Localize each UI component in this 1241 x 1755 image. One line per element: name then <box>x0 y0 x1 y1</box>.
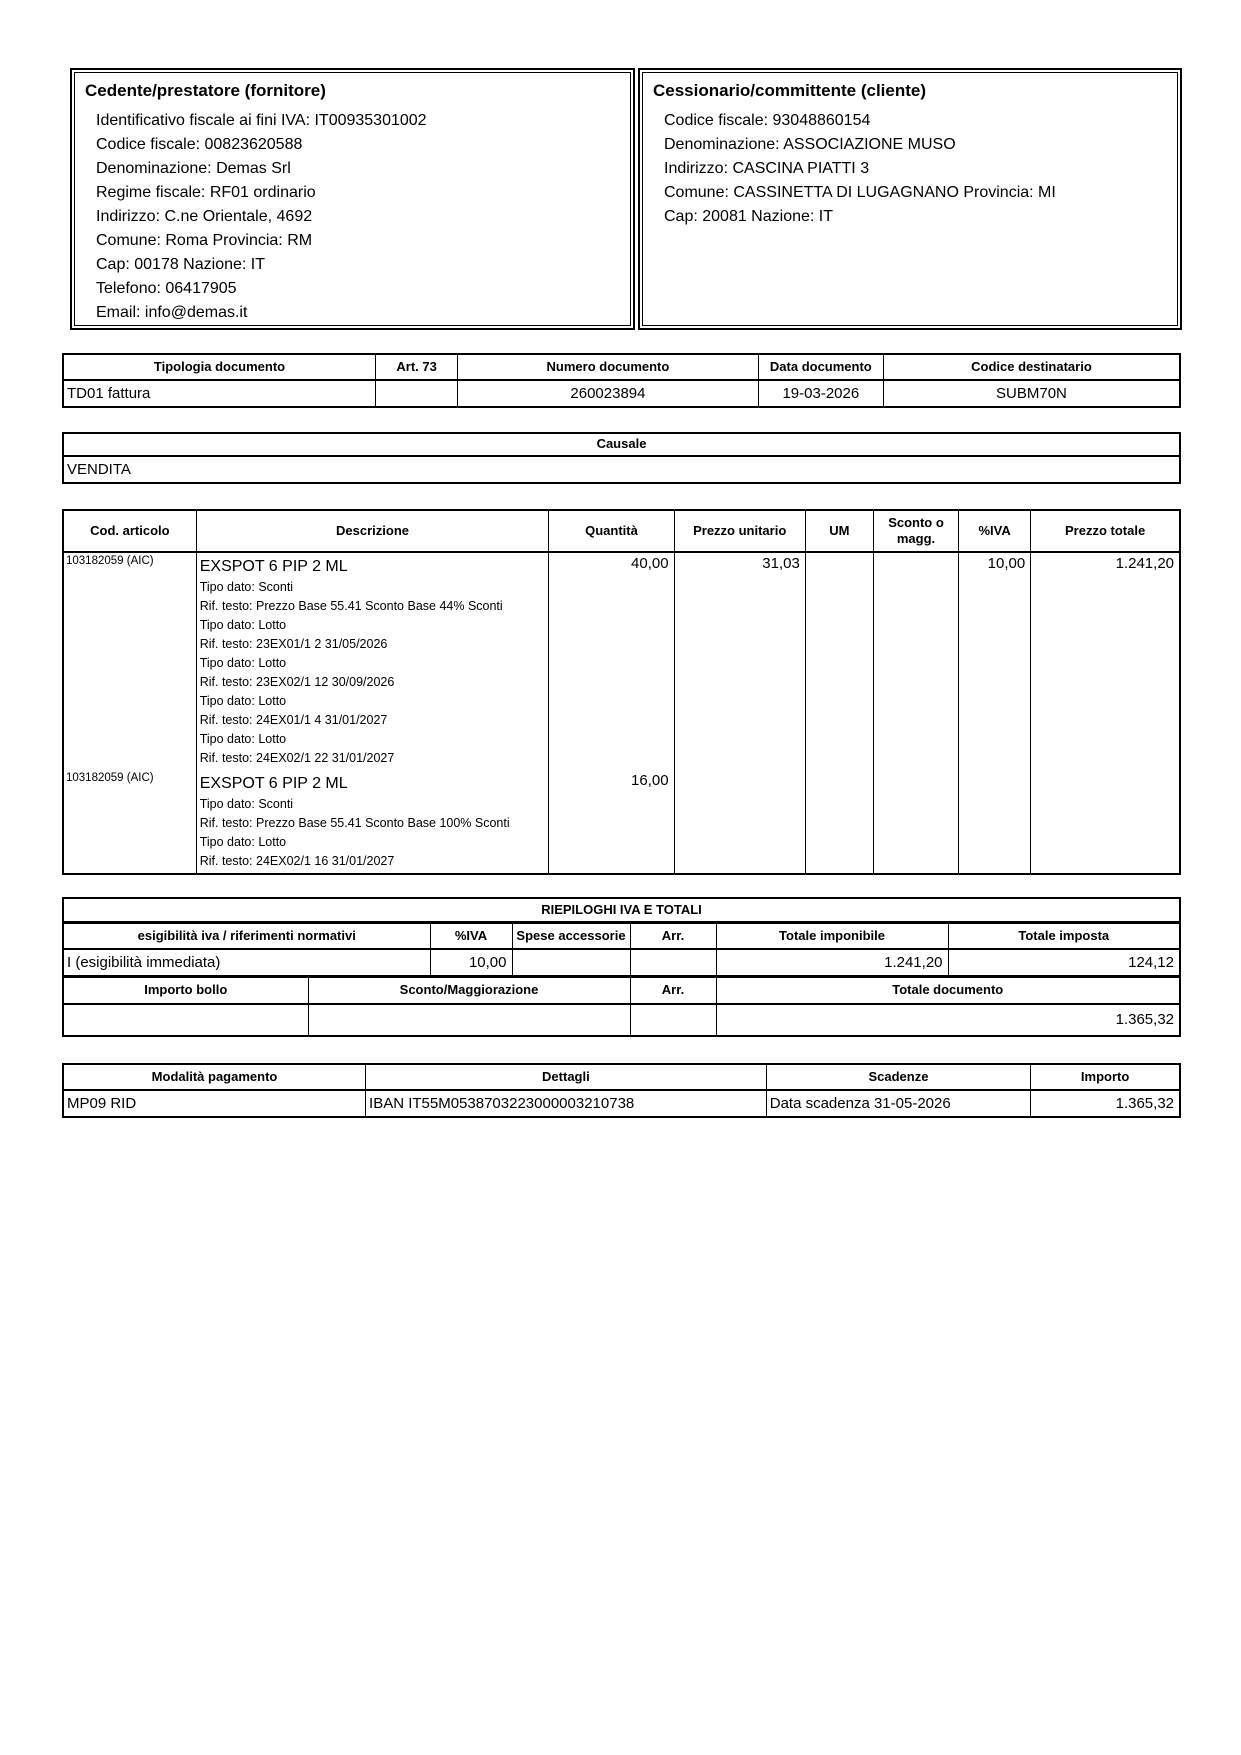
item2-quantita: 16,00 <box>549 770 674 874</box>
value-tipologia-documento: TD01 fattura <box>63 380 376 407</box>
supplier-vat-line: Identificativo fiscale ai fini IVA: IT00935301002 <box>96 112 427 129</box>
header-dettagli: Dettagli <box>366 1064 767 1090</box>
document-total-table <box>64 977 1179 1034</box>
supplier-city-line: Comune: Roma Provincia: RM <box>96 232 313 249</box>
value-importo-bollo <box>64 1004 308 1035</box>
header-causale: Causale <box>63 433 1180 455</box>
value-numero-documento: 260023894 <box>458 380 759 407</box>
header-um: UM <box>805 510 873 553</box>
item1-detail-line: Rif. testo: 23EX01/1 2 31/05/2026 <box>199 637 388 651</box>
value-codice-destinatario: SUBM70N <box>883 380 1180 407</box>
item1-iva: 10,00 <box>959 552 1031 770</box>
item2-product-name: EXSPOT 6 PIP 2 ML <box>199 775 348 792</box>
customer-box-inner <box>642 72 1178 326</box>
item1-descrizione <box>196 552 549 770</box>
item1-quantita: 40,00 <box>549 552 674 770</box>
customer-address-line: Indirizzo: CASCINA PIATTI 3 <box>664 160 870 177</box>
vat-summary-table <box>64 923 1179 977</box>
value-importo: 1.365,32 <box>1031 1090 1180 1117</box>
header-iva: %IVA <box>959 510 1031 553</box>
value-sconto-maggiorazione <box>308 1004 630 1035</box>
header-prezzo-unitario: Prezzo unitario <box>674 510 805 553</box>
line-items-header-row <box>63 510 1180 553</box>
item1-sconto <box>873 552 958 770</box>
item2-detail-line: Rif. testo: Prezzo Base 55.41 Sconto Base 100% Sconti <box>199 816 510 830</box>
document-total-header-row <box>64 978 1179 1004</box>
header-sconto-maggiorazione: Sconto/Maggiorazione <box>308 978 630 1004</box>
header-totale-imposta: Totale imposta <box>948 924 1179 950</box>
line-items-table <box>62 509 1181 876</box>
line-item-row-2 <box>63 770 1180 874</box>
value-totale-documento: 1.365,32 <box>716 1004 1179 1035</box>
customer-lines <box>653 109 1167 229</box>
header-cod-articolo: Cod. articolo <box>63 510 196 553</box>
item1-detail-line: Tipo dato: Lotto <box>199 618 287 632</box>
supplier-address-line: Indirizzo: C.ne Orientale, 4692 <box>96 208 313 225</box>
item2-detail-line: Tipo dato: Lotto <box>199 835 287 849</box>
item1-detail-line: Tipo dato: Lotto <box>199 656 287 670</box>
item1-cod-articolo: 103182059 (AIC) <box>63 552 196 770</box>
value-percent-iva: 10,00 <box>430 949 512 976</box>
header-prezzo-totale: Prezzo totale <box>1031 510 1180 553</box>
vat-summary-title: RIEPILOGHI IVA E TOTALI <box>64 899 1179 923</box>
item1-detail-line: Tipo dato: Lotto <box>199 732 287 746</box>
header-descrizione: Descrizione <box>196 510 549 553</box>
item1-prezzo-unitario: 31,03 <box>674 552 805 770</box>
supplier-lines <box>85 109 620 325</box>
header-totale-documento: Totale documento <box>716 978 1179 1004</box>
document-total-value-row <box>64 1004 1179 1035</box>
payment-header-row <box>63 1064 1180 1090</box>
supplier-phone-line: Telefono: 06417905 <box>96 280 237 297</box>
payment-table <box>62 1063 1181 1118</box>
item1-product-name: EXSPOT 6 PIP 2 ML <box>199 558 348 575</box>
value-esigibilita-iva: I (esigibilità immediata) <box>64 949 430 976</box>
header-importo: Importo <box>1031 1064 1180 1090</box>
header-percent-iva: %IVA <box>430 924 512 950</box>
causale-value-row <box>63 456 1180 483</box>
parties-section <box>70 68 1182 330</box>
customer-city-line: Comune: CASSINETTA DI LUGAGNANO Provincia: MI <box>664 184 1056 201</box>
item1-um <box>805 552 873 770</box>
supplier-zip-line: Cap: 00178 Nazione: IT <box>96 256 265 273</box>
supplier-fiscal-code-line: Codice fiscale: 00823620588 <box>96 136 303 153</box>
header-modalita-pagamento: Modalità pagamento <box>63 1064 366 1090</box>
header-scadenze: Scadenze <box>766 1064 1030 1090</box>
header-arr-2: Arr. <box>630 978 716 1004</box>
invoice-content <box>62 68 1181 1118</box>
supplier-tax-regime-line: Regime fiscale: RF01 ordinario <box>96 184 316 201</box>
item2-um <box>805 770 873 874</box>
document-info-table <box>62 353 1181 408</box>
value-arr <box>630 949 716 976</box>
customer-title: Cessionario/committente (cliente) <box>653 81 927 100</box>
item1-prezzo-totale: 1.241,20 <box>1031 552 1180 770</box>
item2-iva <box>959 770 1031 874</box>
header-esigibilita-iva: esigibilità iva / riferimenti normativi <box>64 924 430 950</box>
item2-cod-articolo: 103182059 (AIC) <box>63 770 196 874</box>
customer-name-line: Denominazione: ASSOCIAZIONE MUSO <box>664 136 956 153</box>
item1-detail-line: Rif. testo: 24EX02/1 22 31/01/2027 <box>199 751 395 765</box>
line-item-row-1 <box>63 552 1180 770</box>
vat-summary-section <box>62 897 1181 1037</box>
header-art-73: Art. 73 <box>376 354 458 380</box>
item2-prezzo-totale <box>1031 770 1180 874</box>
value-data-documento: 19-03-2026 <box>758 380 883 407</box>
header-importo-bollo: Importo bollo <box>64 978 308 1004</box>
payment-value-row <box>63 1090 1180 1117</box>
item1-detail-line: Rif. testo: 24EX01/1 4 31/01/2027 <box>199 713 388 727</box>
header-totale-imponibile: Totale imponibile <box>716 924 948 950</box>
document-info-value-row <box>63 380 1180 407</box>
value-modalita-pagamento: MP09 RID <box>63 1090 366 1117</box>
value-art-73 <box>376 380 458 407</box>
header-arr: Arr. <box>630 924 716 950</box>
value-totale-imponibile: 1.241,20 <box>716 949 948 976</box>
item1-detail-line: Rif. testo: Prezzo Base 55.41 Sconto Base 44% Sconti <box>199 599 503 613</box>
supplier-email-line: Email: info@demas.it <box>96 304 248 321</box>
header-quantita: Quantità <box>549 510 674 553</box>
item2-prezzo-unitario <box>674 770 805 874</box>
value-causale: VENDITA <box>63 456 1180 483</box>
item2-detail-line: Rif. testo: 24EX02/1 16 31/01/2027 <box>199 854 395 868</box>
supplier-box-inner <box>74 72 631 326</box>
supplier-name-line: Denominazione: Demas Srl <box>96 160 291 177</box>
vat-summary-value-row <box>64 949 1179 976</box>
item1-detail-line: Tipo dato: Lotto <box>199 694 287 708</box>
value-totale-imposta: 124,12 <box>948 949 1179 976</box>
supplier-box <box>70 68 635 330</box>
causale-table <box>62 432 1181 483</box>
customer-zip-line: Cap: 20081 Nazione: IT <box>664 208 833 225</box>
header-codice-destinatario: Codice destinatario <box>883 354 1180 380</box>
customer-box <box>638 68 1182 330</box>
value-scadenze: Data scadenza 31-05-2026 <box>766 1090 1030 1117</box>
header-tipologia-documento: Tipologia documento <box>63 354 376 380</box>
item1-detail-line: Tipo dato: Sconti <box>199 580 294 594</box>
value-dettagli-iban: IBAN IT55M0538703223000003210738 <box>366 1090 767 1117</box>
header-data-documento: Data documento <box>758 354 883 380</box>
document-info-header-row <box>63 354 1180 380</box>
header-numero-documento: Numero documento <box>458 354 759 380</box>
supplier-title: Cedente/prestatore (fornitore) <box>85 81 326 100</box>
causale-header-row <box>63 433 1180 455</box>
header-sconto-magg: Sconto o magg. <box>873 510 958 553</box>
item1-detail-line: Rif. testo: 23EX02/1 12 30/09/2026 <box>199 675 395 689</box>
value-spese-accessorie <box>512 949 630 976</box>
vat-summary-header-row <box>64 924 1179 950</box>
header-spese-accessorie: Spese accessorie <box>512 924 630 950</box>
item2-sconto <box>873 770 958 874</box>
value-arr-2 <box>630 1004 716 1035</box>
item2-detail-line: Tipo dato: Sconti <box>199 797 294 811</box>
item2-descrizione <box>196 770 549 874</box>
customer-fiscal-code-line: Codice fiscale: 93048860154 <box>664 112 871 129</box>
